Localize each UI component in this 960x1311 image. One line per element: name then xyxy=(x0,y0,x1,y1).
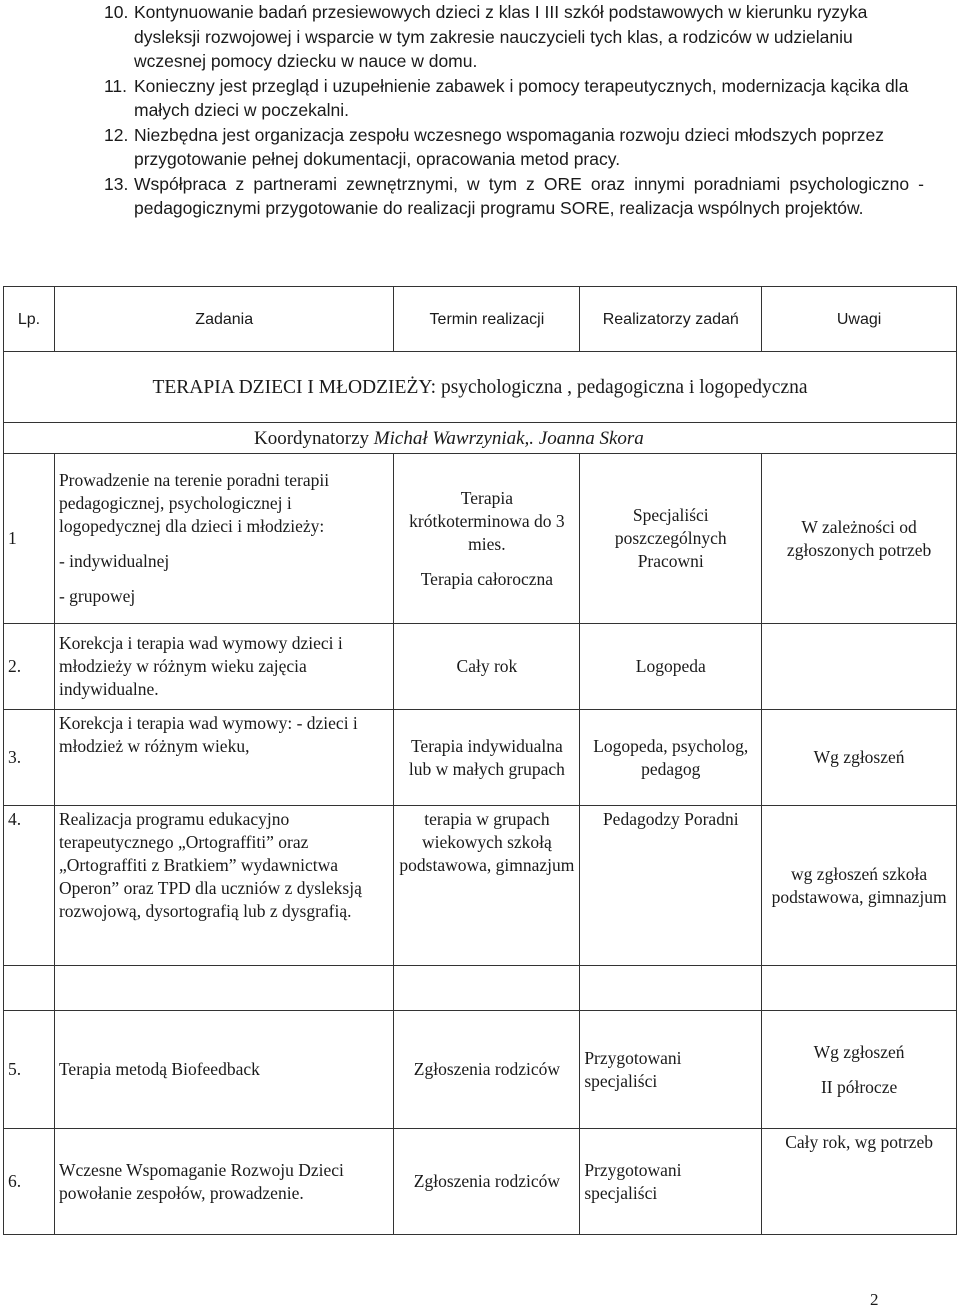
row-who: Pedagodzy Poradni xyxy=(580,806,762,966)
coordinators-label: Koordynatorzy xyxy=(254,427,374,449)
table-row xyxy=(4,806,957,966)
therapy-table xyxy=(3,286,957,1235)
term-a: Terapia krótkoterminowa do 3 mies. xyxy=(409,487,565,554)
table-row xyxy=(4,624,957,710)
row-notes: wg zgłoszeń szkoła podstawowa, gimnazjum xyxy=(762,806,957,966)
row-task: Korekcja i terapia wad wymowy dzieci i młodzieży w różnym wieku zajęcia indywidualne. xyxy=(54,624,394,710)
coordinators-row xyxy=(4,423,957,454)
row-term: Terapia indywidualna lub w małych grupach xyxy=(394,710,580,806)
item-number: 11. xyxy=(104,75,128,96)
item-number: 13. xyxy=(104,173,129,194)
row-task: Realizacja programu edukacyjno terapeutycznego „Ortograffiti” oraz „Ortograffiti z Bratkiem” wydawnictwa Operon” oraz TPD dla uczniów z dysleksją rozwojową, dysortografią lub z dysgrafią. xyxy=(54,806,394,966)
intro-item xyxy=(104,0,924,74)
row-notes: Wg zgłoszeń xyxy=(762,710,957,806)
header-realizatorzy: Realizatorzy zadań xyxy=(580,287,762,352)
row-term xyxy=(394,454,580,624)
row-who: Logopeda xyxy=(580,624,762,710)
row-task: Korekcja i terapia wad wymowy: - dzieci i młodzież w różnym wieku, xyxy=(54,710,394,806)
item-text: Kontynuowanie badań przesiewowych dzieci z klas I III szkół podstawowych w kierunku ryzyka dysleksji rozwojowej i wsparcie w tym zakresie nauczycieli tych klas, a rodziców w udzielaniu wczesnej pomocy dziecku w nauce w domu. xyxy=(134,2,868,71)
item-number: 12. xyxy=(104,124,129,145)
row-lp: 1 xyxy=(4,454,55,624)
row-notes xyxy=(762,624,957,710)
row-task xyxy=(54,454,394,624)
page-number: 2 xyxy=(870,1290,879,1309)
intro-item xyxy=(104,74,924,123)
table-row xyxy=(4,1129,957,1235)
item-number: 10. xyxy=(104,2,129,22)
row-lp: 5. xyxy=(4,1011,55,1129)
table-row xyxy=(4,454,957,624)
row-task: Wczesne Wspomaganie Rozwoju Dzieci powołanie zespołów, prowadzenie. xyxy=(54,1129,394,1235)
row-lp: 4. xyxy=(4,806,55,966)
row-lp: 3. xyxy=(4,710,55,806)
row-lp: 6. xyxy=(4,1129,55,1235)
row-term: terapia w grupach wiekowych szkołą podstawowa, gimnazjum xyxy=(394,806,580,966)
row-lp: 2. xyxy=(4,624,55,710)
intro-item xyxy=(104,172,924,221)
row-who: Specjaliści poszczególnych Pracowni xyxy=(580,454,762,624)
table-row xyxy=(4,710,957,806)
task-option-b: - grupowej xyxy=(58,586,136,606)
table-header-row xyxy=(4,287,957,352)
row-notes: W zależności od zgłoszonych potrzeb xyxy=(762,454,957,624)
row-notes xyxy=(762,1011,957,1129)
header-zadania: Zadania xyxy=(54,287,394,352)
notes-a: Wg zgłoszeń xyxy=(813,1041,905,1062)
row-who: Logopeda, psycholog, pedagog xyxy=(580,710,762,806)
row-notes: Cały rok, wg potrzeb xyxy=(762,1129,957,1235)
intro-item xyxy=(104,123,924,172)
section-title: TERAPIA DZIECI I MŁODZIEŻY: psychologiczna , pedagogiczna i logopedyczna xyxy=(4,352,957,423)
term-b: Terapia całoroczna xyxy=(420,568,554,589)
notes-b: II półrocze xyxy=(820,1076,898,1097)
item-text: Konieczny jest przegląd i uzupełnienie zabawek i pomocy terapeutycznych, modernizacja kącika dla małych dzieci w poczekalni. xyxy=(134,75,909,120)
item-text: Niezbędna jest organizacja zespołu wczesnego wspomagania rozwoju dzieci młodszych poprzez przygotowanie pełnej dokumentacji, opracowania metod pracy. xyxy=(134,124,884,169)
coordinators xyxy=(4,423,957,454)
row-task: Terapia metodą Biofeedback xyxy=(54,1011,394,1129)
item-text: Współpraca z partnerami zewnętrznymi, w tym z ORE oraz innymi poradniami psychologiczno - pedagogicznymi przygotowanie do realizacji programu SORE, realizacja wspólnych projektów. xyxy=(134,173,924,218)
task-text: Prowadzenie na terenie poradni terapii pedagogicznej, psychologicznej i logopedycznej dla dzieci i młodzieży: xyxy=(58,470,330,536)
row-who: Przygotowani specjaliści xyxy=(580,1011,762,1129)
table-spacer-row xyxy=(4,966,957,1011)
header-uwagi: Uwagi xyxy=(762,287,957,352)
intro-list xyxy=(104,0,924,221)
row-term: Zgłoszenia rodziców xyxy=(394,1011,580,1129)
row-term: Cały rok xyxy=(394,624,580,710)
task-option-a: - indywidualnej xyxy=(58,551,170,571)
header-lp: Lp. xyxy=(4,287,55,352)
header-termin: Termin realizacji xyxy=(394,287,580,352)
row-who: Przygotowani specjaliści xyxy=(580,1129,762,1235)
row-term: Zgłoszenia rodziców xyxy=(394,1129,580,1235)
table-row xyxy=(4,1011,957,1129)
coordinators-names: Michał Wawrzyniak,. Joanna Skora xyxy=(373,427,644,449)
section-row xyxy=(4,352,957,423)
